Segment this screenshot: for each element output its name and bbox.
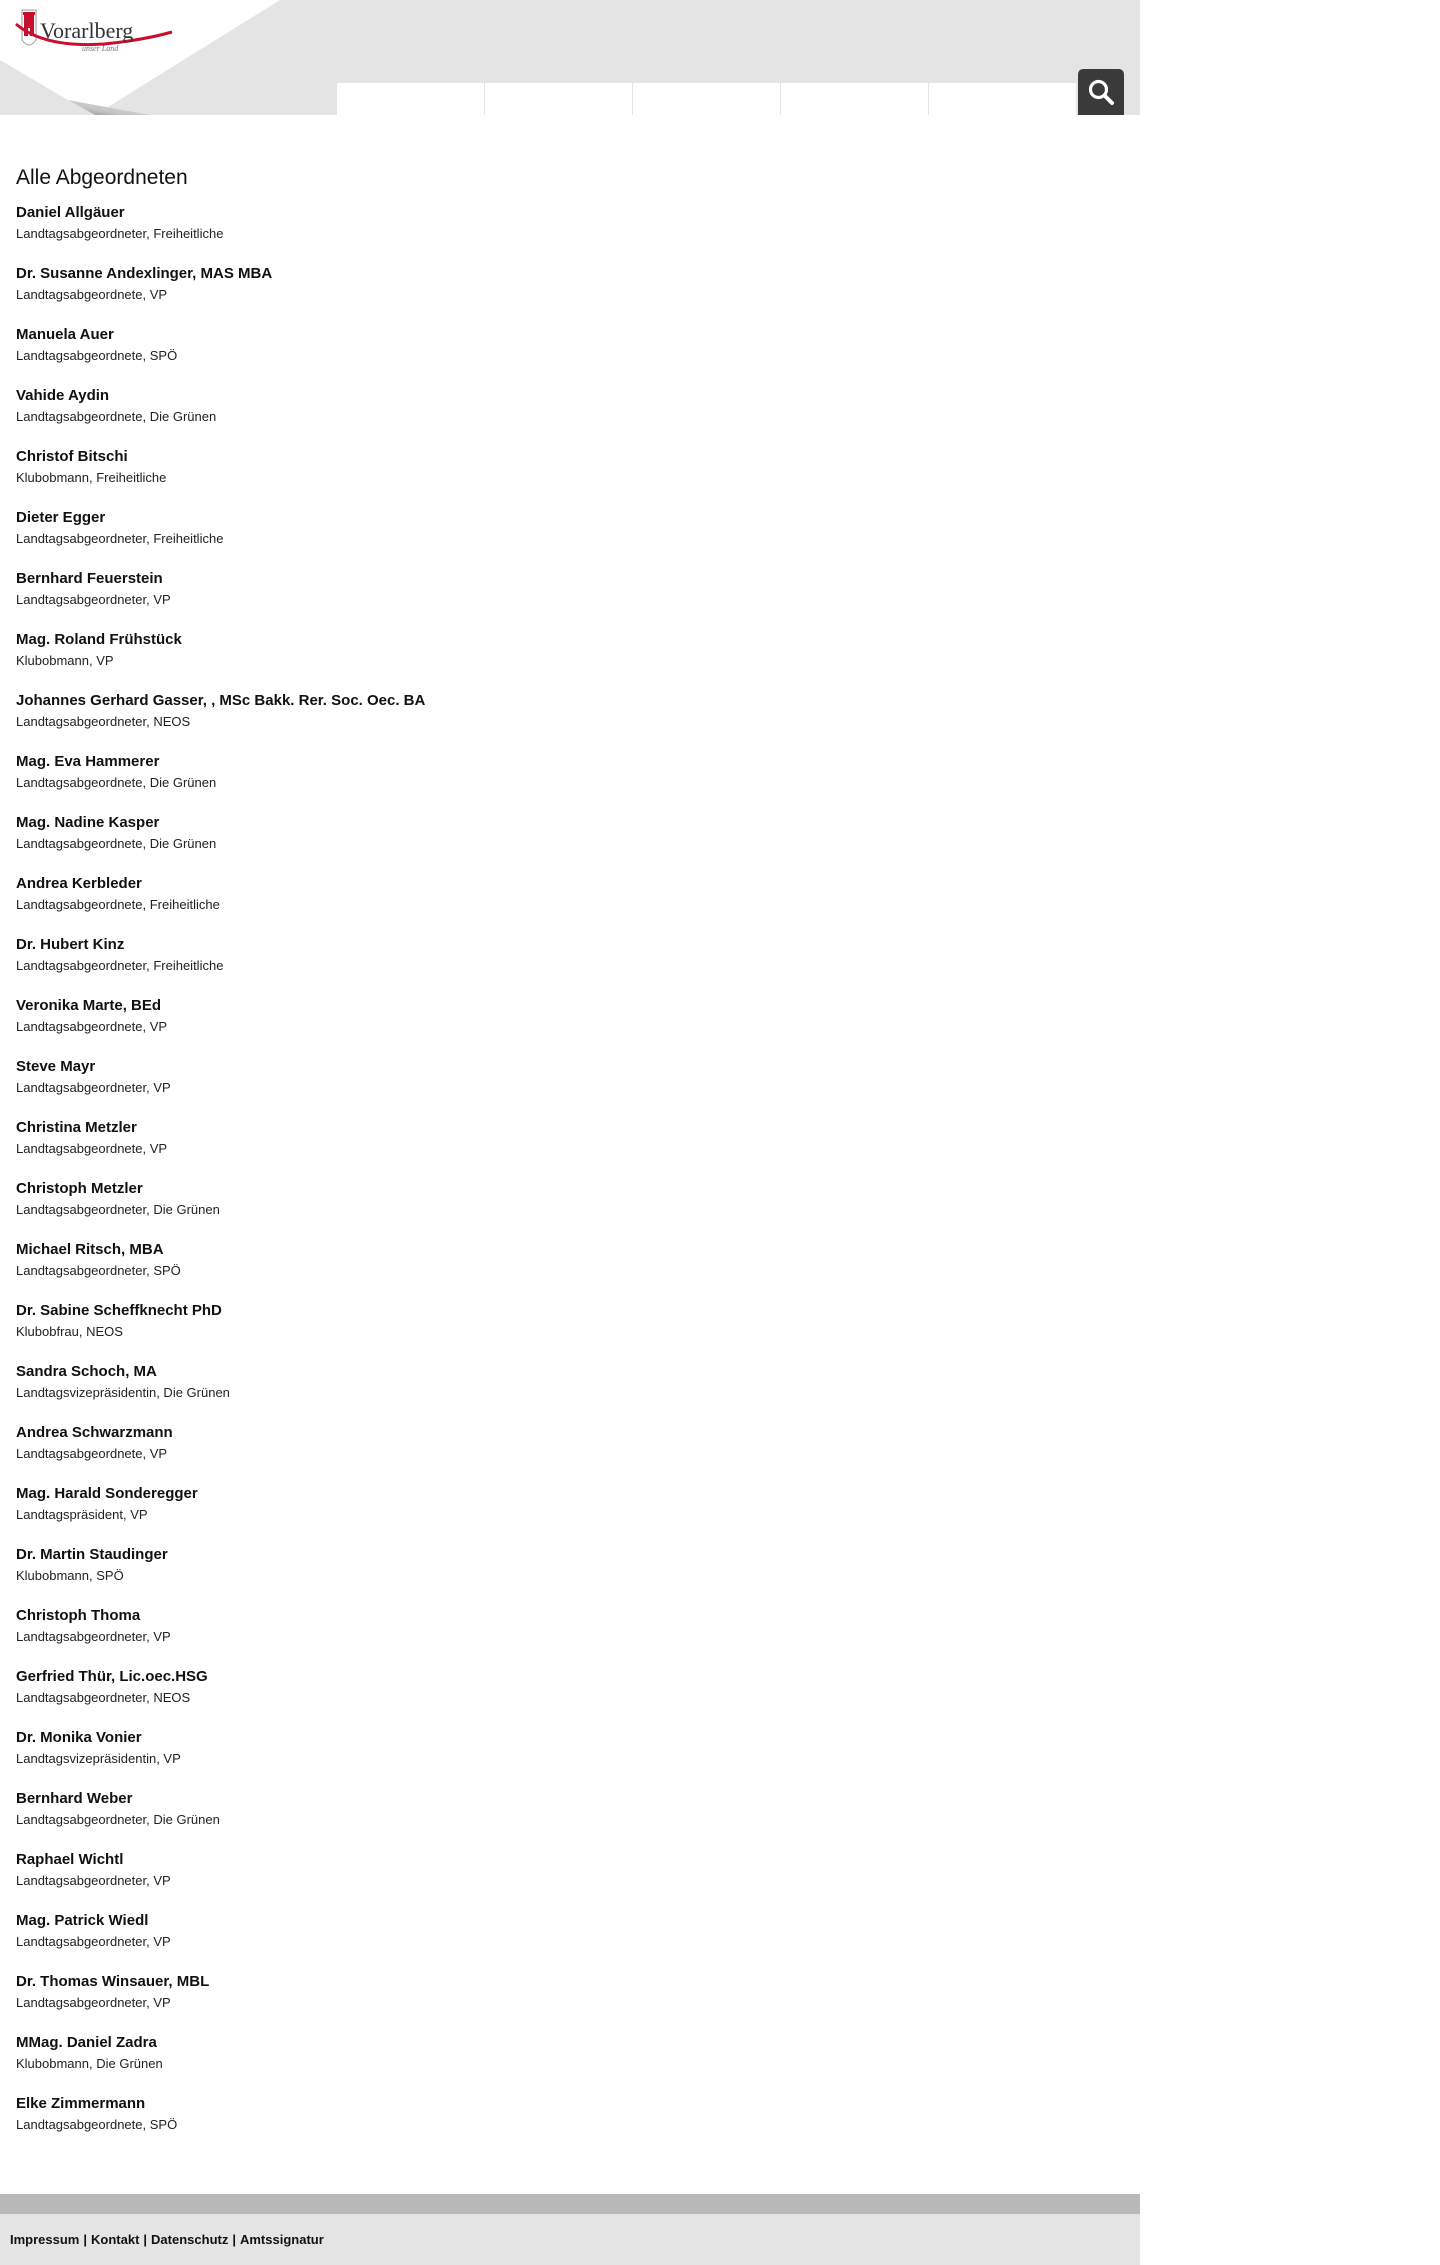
member-role: Landtagsabgeordnete, VP bbox=[16, 1019, 168, 1034]
footer-separator: | bbox=[143, 2232, 148, 2247]
svg-text:Vorarlberg: Vorarlberg bbox=[40, 18, 134, 43]
member-list-item bbox=[16, 873, 1116, 934]
member-list-item bbox=[16, 1361, 1116, 1422]
member-role: Klubobfrau, NEOS bbox=[16, 1324, 123, 1339]
nav-item-3[interactable] bbox=[633, 83, 780, 115]
member-role: Landtagsabgeordneter, VP bbox=[16, 1080, 171, 1095]
member-list-item bbox=[16, 568, 1116, 629]
member-name-link[interactable]: Mag. Eva Hammerer bbox=[16, 753, 160, 770]
member-role: Landtagsabgeordnete, Die Grünen bbox=[16, 409, 217, 424]
member-name-link[interactable]: Mag. Roland Frühstück bbox=[16, 631, 182, 648]
member-list-item bbox=[16, 1910, 1116, 1971]
member-list-item bbox=[16, 1239, 1116, 1300]
member-list-item bbox=[16, 1300, 1116, 1361]
member-role: Klubobmann, Freiheitliche bbox=[16, 470, 167, 485]
member-list-item bbox=[16, 202, 1116, 263]
member-name-link[interactable]: Christof Bitschi bbox=[16, 448, 128, 465]
site-footer bbox=[0, 2214, 1140, 2265]
member-name-link[interactable]: Dr. Monika Vonier bbox=[16, 1729, 142, 1746]
member-list-item bbox=[16, 1849, 1116, 1910]
footer-links bbox=[10, 2231, 324, 2249]
nav-item-4[interactable] bbox=[781, 83, 928, 115]
member-name-link[interactable]: Dr. Hubert Kinz bbox=[16, 936, 125, 953]
search-button[interactable] bbox=[1078, 69, 1124, 115]
member-role: Landtagsabgeordneter, Die Grünen bbox=[16, 1202, 220, 1217]
member-name-link[interactable]: Dr. Sabine Scheffknecht PhD bbox=[16, 1302, 222, 1319]
member-name-link[interactable]: Christina Metzler bbox=[16, 1119, 137, 1136]
member-name-link[interactable]: Dr. Thomas Winsauer, MBL bbox=[16, 1973, 210, 1990]
member-name-link[interactable]: Mag. Harald Sonderegger bbox=[16, 1485, 198, 1502]
member-name-link[interactable]: Dieter Egger bbox=[16, 509, 106, 526]
logo-graphic bbox=[4, 6, 174, 66]
member-list-item bbox=[16, 263, 1116, 324]
member-role: Landtagsabgeordneter, Die Grünen bbox=[16, 1812, 220, 1827]
member-name-link[interactable]: Sandra Schoch, MA bbox=[16, 1363, 157, 1380]
member-list-item bbox=[16, 751, 1116, 812]
member-role: Landtagsabgeordneter, NEOS bbox=[16, 714, 191, 729]
member-role: Landtagsabgeordnete, VP bbox=[16, 287, 168, 302]
svg-text:unser Land: unser Land bbox=[82, 44, 119, 53]
member-list-item bbox=[16, 2093, 1116, 2154]
member-role: Landtagsabgeordnete, SPÖ bbox=[16, 348, 178, 363]
site-header bbox=[0, 0, 1140, 115]
nav-item-2[interactable] bbox=[485, 83, 632, 115]
member-role: Landtagsabgeordneter, SPÖ bbox=[16, 1263, 181, 1278]
member-name-link[interactable]: Dr. Martin Staudinger bbox=[16, 1546, 168, 1563]
page-title: Alle Abgeordneten bbox=[16, 166, 188, 189]
member-list-item bbox=[16, 1117, 1116, 1178]
member-list-item bbox=[16, 1971, 1116, 2032]
member-name-link[interactable]: Bernhard Weber bbox=[16, 1790, 133, 1807]
footer-divider-bar bbox=[0, 2194, 1140, 2214]
footer-link-datenschutz[interactable]: Datenschutz bbox=[151, 2232, 229, 2247]
member-list-item bbox=[16, 934, 1116, 995]
member-role: Klubobmann, VP bbox=[16, 653, 114, 668]
main-navigation bbox=[337, 83, 1077, 115]
member-role: Landtagsabgeordnete, Freiheitliche bbox=[16, 897, 220, 912]
member-list-item bbox=[16, 629, 1116, 690]
member-name-link[interactable]: Mag. Nadine Kasper bbox=[16, 814, 160, 831]
member-role: Landtagspräsident, VP bbox=[16, 1507, 148, 1522]
member-name-link[interactable]: Johannes Gerhard Gasser, , MSc Bakk. Rer. Soc. Oec. BA bbox=[16, 692, 426, 709]
member-role: Landtagsabgeordnete, Die Grünen bbox=[16, 775, 217, 790]
member-role: Landtagsabgeordneter, VP bbox=[16, 1629, 171, 1644]
member-name-link[interactable]: Dr. Susanne Andexlinger, MAS MBA bbox=[16, 265, 273, 282]
member-role: Landtagsabgeordneter, NEOS bbox=[16, 1690, 191, 1705]
footer-link-impressum[interactable]: Impressum bbox=[10, 2232, 80, 2247]
member-name-link[interactable]: Vahide Aydin bbox=[16, 387, 110, 404]
member-list bbox=[16, 202, 1116, 2154]
member-list-item bbox=[16, 1544, 1116, 1605]
member-name-link[interactable]: MMag. Daniel Zadra bbox=[16, 2034, 157, 2051]
member-list-item bbox=[16, 446, 1116, 507]
member-list-item bbox=[16, 1422, 1116, 1483]
member-name-link[interactable]: Andrea Kerbleder bbox=[16, 875, 142, 892]
member-list-item bbox=[16, 812, 1116, 873]
member-role: Landtagsabgeordneter, VP bbox=[16, 1873, 171, 1888]
member-name-link[interactable]: Veronika Marte, BEd bbox=[16, 997, 162, 1014]
member-name-link[interactable]: Elke Zimmermann bbox=[16, 2095, 146, 2112]
footer-separator: | bbox=[232, 2232, 236, 2247]
member-role: Landtagsvizepräsidentin, Die Grünen bbox=[16, 1385, 230, 1400]
member-name-link[interactable]: Christoph Metzler bbox=[16, 1180, 143, 1197]
footer-separator: | bbox=[83, 2232, 88, 2247]
nav-item-5[interactable] bbox=[929, 83, 1076, 115]
footer-link-kontakt[interactable]: Kontakt bbox=[91, 2232, 140, 2247]
member-name-link[interactable]: Daniel Allgäuer bbox=[16, 204, 125, 221]
member-list-item bbox=[16, 385, 1116, 446]
member-role: Klubobmann, SPÖ bbox=[16, 1568, 124, 1583]
member-name-link[interactable]: Michael Ritsch, MBA bbox=[16, 1241, 164, 1258]
member-name-link[interactable]: Mag. Patrick Wiedl bbox=[16, 1912, 149, 1929]
member-role: Landtagsabgeordneter, VP bbox=[16, 1995, 171, 2010]
vorarlberg-logo[interactable] bbox=[4, 6, 174, 66]
member-list-item bbox=[16, 690, 1116, 751]
member-role: Landtagsabgeordneter, Freiheitliche bbox=[16, 531, 224, 546]
member-role: Landtagsabgeordnete, VP bbox=[16, 1141, 168, 1156]
member-name-link[interactable]: Manuela Auer bbox=[16, 326, 114, 343]
footer-link-amtssignatur[interactable]: Amtssignatur bbox=[239, 2232, 324, 2247]
search-icon bbox=[1087, 78, 1115, 106]
member-list-item bbox=[16, 1788, 1116, 1849]
nav-item-1[interactable] bbox=[337, 83, 484, 115]
member-name-link[interactable]: Bernhard Feuerstein bbox=[16, 570, 163, 587]
member-role: Landtagsabgeordnete, SPÖ bbox=[16, 2117, 178, 2132]
member-list-item bbox=[16, 324, 1116, 385]
member-role: Landtagsabgeordneter, Freiheitliche bbox=[16, 958, 224, 973]
member-role: Landtagsabgeordneter, Freiheitliche bbox=[16, 226, 224, 241]
member-name-link[interactable]: Christoph Thoma bbox=[16, 1607, 141, 1624]
member-role: Landtagsabgeordneter, VP bbox=[16, 592, 171, 607]
member-role: Landtagsvizepräsidentin, VP bbox=[16, 1751, 181, 1766]
member-list-item bbox=[16, 1666, 1116, 1727]
member-role: Landtagsabgeordneter, VP bbox=[16, 1934, 171, 1949]
member-list-item bbox=[16, 1178, 1116, 1239]
member-role: Landtagsabgeordnete, Die Grünen bbox=[16, 836, 217, 851]
member-list-item bbox=[16, 1727, 1116, 1788]
member-list-item bbox=[16, 1605, 1116, 1666]
member-list-item bbox=[16, 995, 1116, 1056]
member-name-link[interactable]: Andrea Schwarzmann bbox=[16, 1424, 173, 1441]
member-list-item bbox=[16, 1483, 1116, 1544]
member-list-item bbox=[16, 2032, 1116, 2093]
member-name-link[interactable]: Steve Mayr bbox=[16, 1058, 96, 1075]
main-content bbox=[16, 163, 1116, 2154]
member-role: Landtagsabgeordnete, VP bbox=[16, 1446, 168, 1461]
member-list-item bbox=[16, 507, 1116, 568]
member-name-link[interactable]: Raphael Wichtl bbox=[16, 1851, 124, 1868]
member-name-link[interactable]: Gerfried Thür, Lic.oec.HSG bbox=[16, 1668, 208, 1685]
member-role: Klubobmann, Die Grünen bbox=[16, 2056, 163, 2071]
member-list-item bbox=[16, 1056, 1116, 1117]
